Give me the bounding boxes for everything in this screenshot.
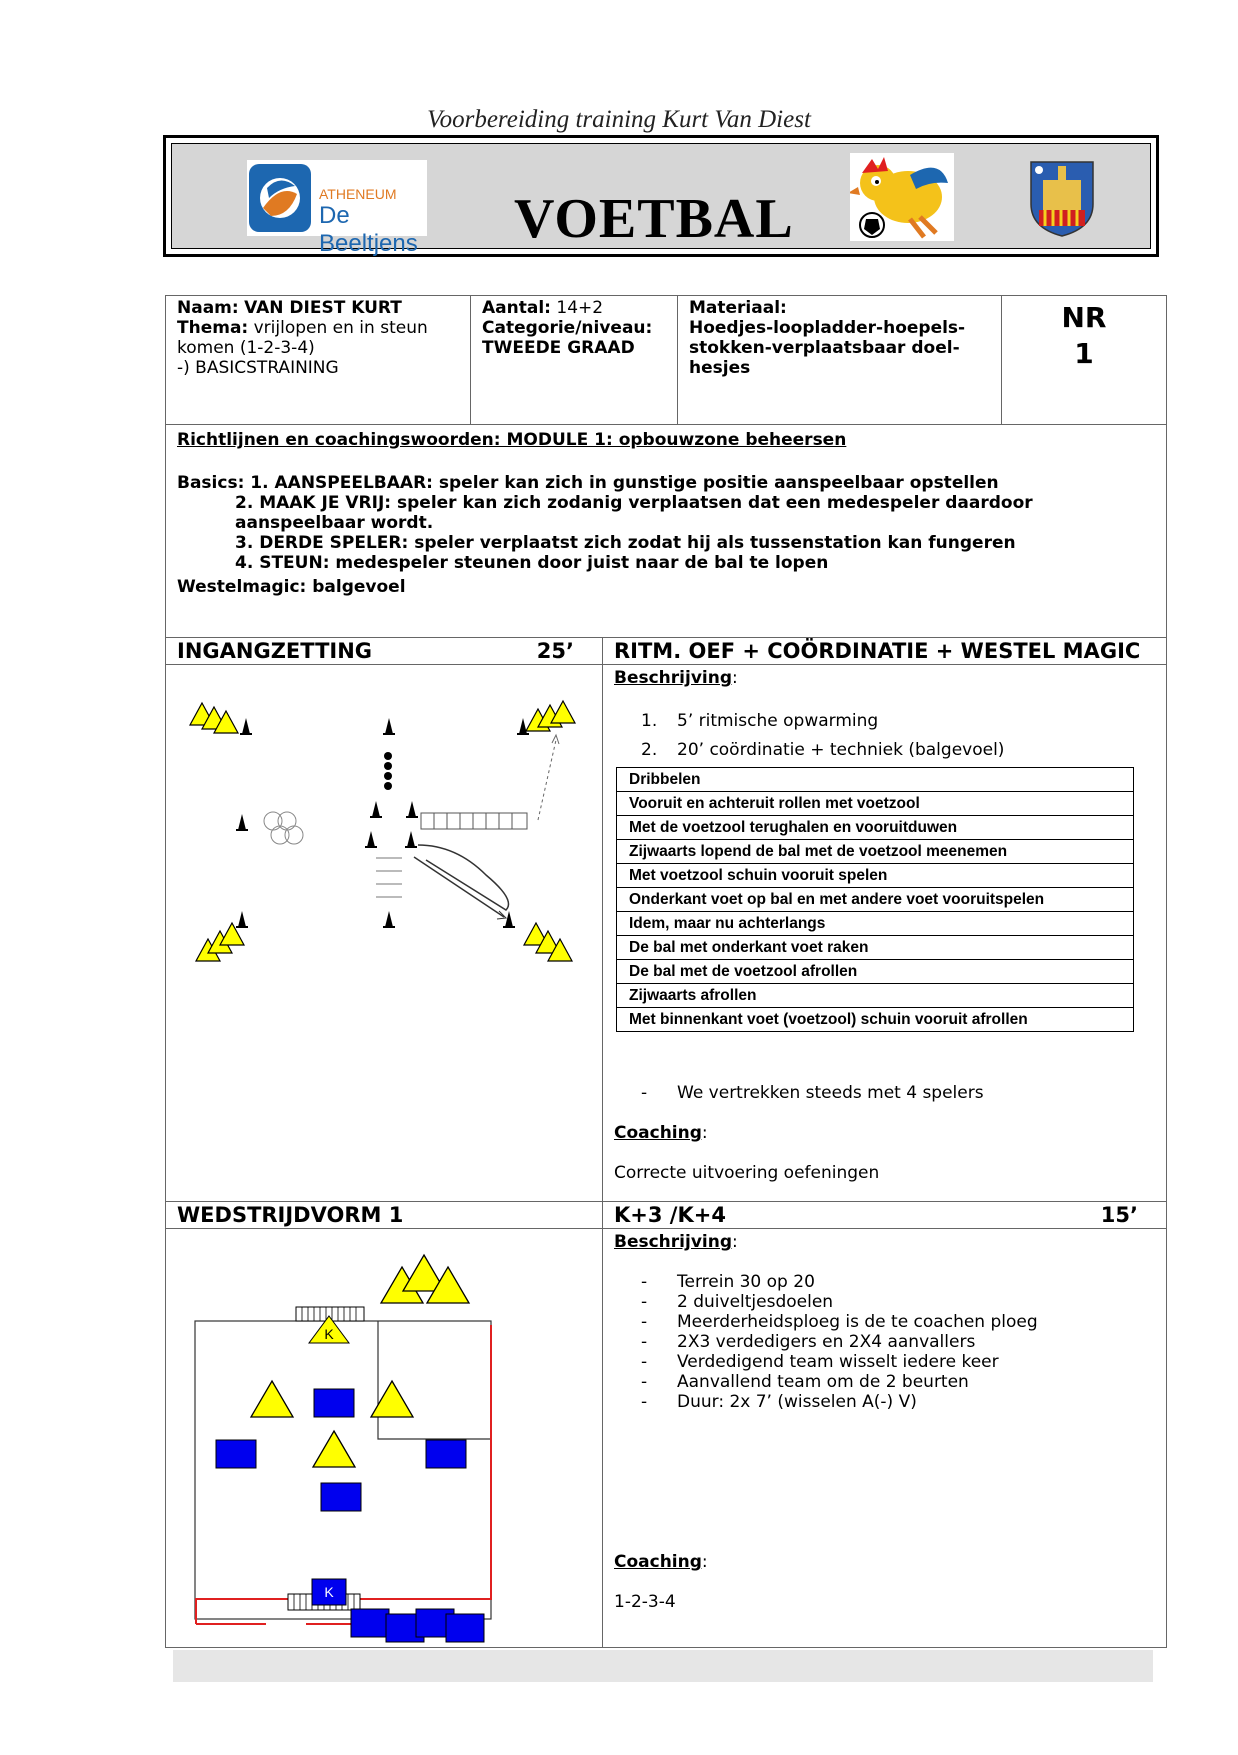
naam-value: VAN DIEST KURT	[244, 298, 402, 318]
city-crest-icon	[1027, 158, 1097, 238]
table-row: De bal met onderkant voet raken	[617, 936, 1134, 960]
section1-left-title: INGANGZETTING	[177, 639, 373, 663]
basic-item-2: 2. MAAK JE VRIJ: speler kan zich zodanig verplaatsen dat een medespeler daardoor aanspeelbaar wordt.	[235, 493, 1033, 533]
richtlijnen-title: Richtlijnen en coachingswoorden: MODULE 1: opbouwzone beheersen	[177, 430, 847, 450]
section2-item-2: - 2 duiveltjesdoelen	[641, 1292, 834, 1312]
table-row: Dribbelen	[617, 768, 1134, 792]
section2-item-3: - Meerderheidsploeg is de te coachen ploeg	[641, 1312, 1038, 1332]
bottom-keeper	[312, 1579, 346, 1605]
basic-item-4: 4. STEUN: medespeler steunen door juist naar de bal te lopen	[235, 553, 829, 573]
school-logo	[247, 160, 427, 257]
section2-coaching-label: Coaching	[614, 1552, 702, 1572]
page-header-title: Voorbereiding training Kurt Van Diest	[427, 106, 811, 133]
section2-right-header	[602, 1201, 1167, 1229]
section2-beschrijving-label: Beschrijving	[614, 1232, 733, 1252]
categorie-value: TWEEDE GRAAD	[482, 338, 635, 358]
section1-description-cell: Beschrijving: 1. 5’ ritmische opwarming 2. 20’ coördinatie + techniek (balgevoel) Dribbelen Vooruit en achteruit rollen met voetzool Met de voetzool terughalen en vooruitduwen Zijwaarts lopend de bal met de voetzool meenemen Met voetzool schuin vooruit spelen Onderkant voet op bal en met andere voet vooruitspelen Idem, maar nu achterlangs De bal met onderkant voet raken De bal met de voetzool afrollen Zijwaarts afrollen Met binnenkant voet (voetzool) schuin vooruit afrollen - We vertrekken steeds met 4 spelers Coaching: Correcte uitvoering oefeningen	[602, 664, 1167, 1202]
section2-item-7: - Duur: 2x 7’ (wisselen A(-) V)	[641, 1392, 917, 1412]
section2-left-header	[165, 1201, 603, 1229]
yellow-triangles-top	[381, 1255, 469, 1303]
section1-coaching-text: Correcte uitvoering oefeningen	[614, 1163, 880, 1183]
section2-duration: 15’	[1100, 1203, 1138, 1227]
school-logo-icon	[249, 164, 311, 232]
school-logo-line2: De Beeltjens	[319, 202, 418, 257]
section1-item-1: 1. 5’ ritmische opwarming	[641, 711, 879, 731]
section1-right-header	[602, 637, 1167, 665]
section1-left-header	[165, 637, 603, 665]
bottom-keeper-label: K	[324, 1584, 334, 1600]
section2-left-title: WEDSTRIJDVORM 1	[177, 1203, 404, 1227]
info-materiaal-cell: Materiaal: Hoedjes-loopladder-hoepels-stokken-verplaatsbaar doel-hesjes	[677, 295, 1002, 425]
table-row: Met binnenkant voet (voetzool) schuin vooruit afrollen	[617, 1008, 1134, 1032]
aantal-value: 14+2	[556, 298, 604, 318]
section1-note: - We vertrekken steeds met 4 spelers	[641, 1083, 984, 1103]
basic-item-1: 1. AANSPEELBAAR: speler kan zich in gunstige positie aanspeelbaar opstellen	[250, 473, 999, 493]
section2-item-1: - Terrein 30 op 20	[641, 1272, 815, 1292]
table-row: Zijwaarts lopend de bal met de voetzool meenemen	[617, 840, 1134, 864]
thema-extra: -) BASICSTRAINING	[177, 358, 339, 378]
title-banner	[163, 135, 1159, 257]
table-row: Onderkant voet op bal en met andere voet vooruitspelen	[617, 888, 1134, 912]
section1-duration: 25’	[536, 639, 574, 663]
info-naam-cell: Naam: VAN DIEST KURT Thema: vrijlopen en in steun komen (1-2-3-4) -) BASICSTRAINING	[165, 295, 471, 425]
richtlijnen-section: Richtlijnen en coachingswoorden: MODULE 1: opbouwzone beheersen Basics: 1. AANSPEELBAAR: speler kan zich in gunstige positie aanspeelbaar opstellen 2. MAAK JE VRIJ: speler kan zich zodanig verplaatsen dat een medespeler daardoor aanspeelbaar wordt. 3. DERDE SPELER: speler verplaatst zich zodat hij als tussenstation kan fungeren 4. STEUN: medespeler steunen door juist naar de bal te lopen Westelmagic: balgevoel	[165, 424, 1167, 638]
warmup-diagram	[166, 695, 602, 1025]
yellow-cone-group-topright	[526, 701, 575, 731]
info-nr-cell	[1001, 295, 1167, 425]
section1-coaching-label: Coaching	[614, 1123, 702, 1143]
info-aantal-cell: Aantal: 14+2 Categorie/niveau: TWEEDE GRAAD	[470, 295, 678, 425]
match-diagram	[166, 1229, 602, 1647]
table-row: Met voetzool schuin vooruit spelen	[617, 864, 1134, 888]
sticks	[376, 858, 402, 897]
table-row: Met de voetzool terughalen en vooruitduwen	[617, 816, 1134, 840]
section1-diagram-cell	[165, 664, 603, 1202]
blue-substitutes	[351, 1609, 484, 1642]
mascot-rooster-icon	[850, 153, 954, 241]
basic-item-3: 3. DERDE SPELER: speler verplaatst zich zodat hij als tussenstation kan fungeren	[235, 533, 1016, 553]
section1-item-2: 2. 20’ coördinatie + techniek (balgevoel)	[641, 740, 1005, 760]
banner-title: VOETBAL	[514, 188, 794, 250]
section1-right-title: RITM. OEF + COÖRDINATIE + WESTEL MAGIC	[614, 639, 1141, 663]
section2-right-title: K+3 /K+4	[614, 1203, 726, 1227]
school-logo-line1: ATHENEUM	[319, 186, 397, 202]
top-keeper-label: K	[324, 1326, 334, 1342]
footer-bar	[173, 1650, 1153, 1682]
section2-diagram-cell	[165, 1228, 603, 1648]
table-row: De bal met de voetzool afrollen	[617, 960, 1134, 984]
section2-item-6: - Aanvallend team om de 2 beurten	[641, 1372, 969, 1392]
materiaal-value: Hoedjes-loopladder-hoepels-stokken-verplaatsbaar doel-hesjes	[689, 318, 966, 378]
thema-value: vrijlopen en in steun komen (1-2-3-4)	[177, 318, 428, 358]
table-row: Vooruit en achteruit rollen met voetzool	[617, 792, 1134, 816]
yellow-cone-group-bottomleft	[196, 923, 244, 961]
table-row: Zijwaarts afrollen	[617, 984, 1134, 1008]
westelmagic: Westelmagic: balgevoel	[177, 577, 406, 597]
section2-item-4: - 2X3 verdedigers en 2X4 aanvallers	[641, 1332, 976, 1352]
section2-coaching-text: 1-2-3-4	[614, 1592, 676, 1612]
section2-description-cell: Beschrijving: - Terrein 30 op 20 - 2 duiveltjesdoelen - Meerderheidsploeg is de te coachen ploeg - 2X3 verdedigers en 2X4 aanvallers - Verdedigend team wisselt iedere keer - Aanvallend team om de 2 beurten - Duur: 2x 7’ (wisselen A(-) V) Coaching: 1-2-3-4	[602, 1228, 1167, 1648]
section2-item-5: - Verdedigend team wisselt iedere keer	[641, 1352, 999, 1372]
hoops	[264, 812, 303, 844]
drill-table	[616, 767, 1134, 1032]
section1-beschrijving-label: Beschrijving	[614, 668, 733, 688]
yellow-cone-group-topleft	[190, 703, 238, 733]
ladder	[421, 813, 527, 829]
nr-label: NR	[1061, 301, 1107, 334]
nr-value: 1	[1074, 337, 1094, 370]
table-row: Idem, maar nu achterlangs	[617, 912, 1134, 936]
yellow-cone-group-bottomright	[524, 923, 572, 961]
